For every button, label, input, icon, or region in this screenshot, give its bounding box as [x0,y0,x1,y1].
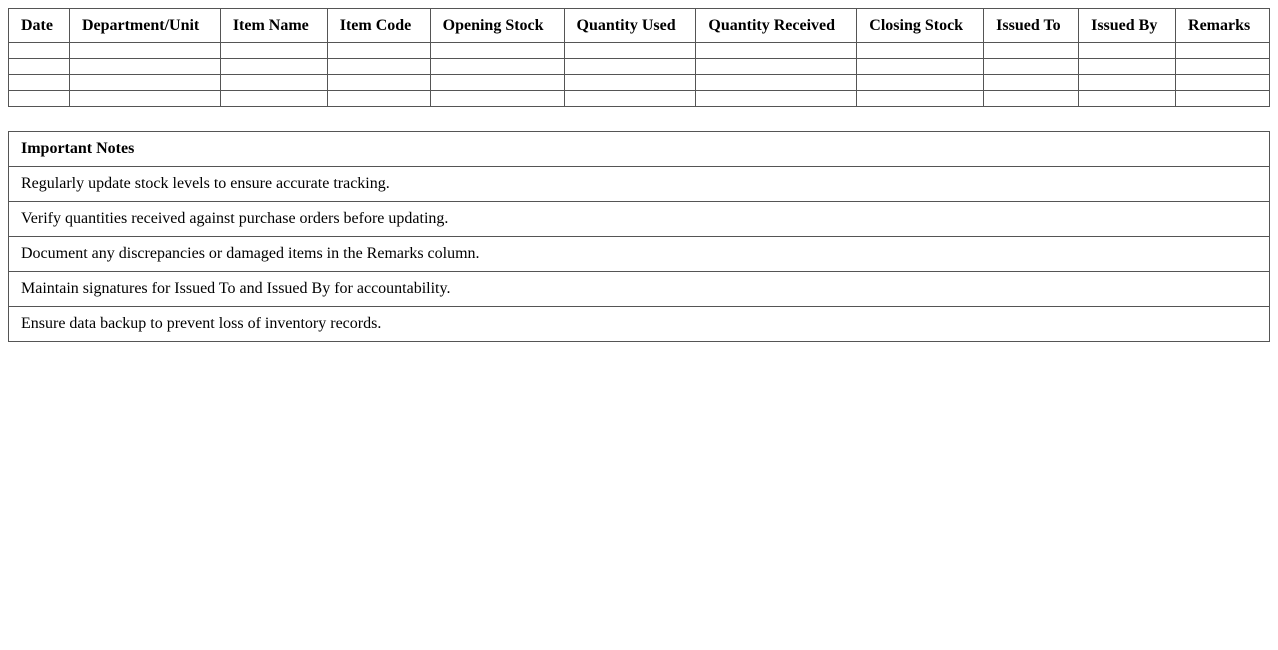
table-cell[interactable] [564,75,696,91]
table-cell[interactable] [1176,91,1270,107]
table-cell[interactable] [430,91,564,107]
table-cell[interactable] [857,59,984,75]
table-cell[interactable] [9,91,70,107]
table-cell[interactable] [220,43,327,59]
note-item: Regularly update stock levels to ensure accurate tracking. [9,167,1270,202]
column-header-date: Date [9,9,70,43]
table-row [9,75,1270,91]
column-header-issued-to: Issued To [984,9,1079,43]
notes-heading: Important Notes [9,132,1270,167]
table-cell[interactable] [857,75,984,91]
important-notes-table [8,131,1270,342]
table-cell[interactable] [564,91,696,107]
note-item: Verify quantities received against purchase orders before updating. [9,202,1270,237]
table-row [9,91,1270,107]
note-item: Ensure data backup to prevent loss of inventory records. [9,307,1270,342]
column-header-quantity-used: Quantity Used [564,9,696,43]
column-header-remarks: Remarks [1176,9,1270,43]
table-cell[interactable] [69,59,220,75]
note-row [9,272,1270,307]
table-cell[interactable] [327,91,430,107]
inventory-table [8,8,1270,107]
note-item: Maintain signatures for Issued To and Issued By for accountability. [9,272,1270,307]
table-cell[interactable] [696,43,857,59]
table-cell[interactable] [1176,59,1270,75]
table-cell[interactable] [69,91,220,107]
notes-heading-row [9,132,1270,167]
table-cell[interactable] [220,59,327,75]
column-header-department-unit: Department/Unit [69,9,220,43]
table-cell[interactable] [1079,75,1176,91]
table-cell[interactable] [696,59,857,75]
note-row [9,202,1270,237]
column-header-quantity-received: Quantity Received [696,9,857,43]
table-cell[interactable] [857,43,984,59]
table-cell[interactable] [696,75,857,91]
table-cell[interactable] [69,43,220,59]
table-cell[interactable] [564,43,696,59]
table-cell[interactable] [857,91,984,107]
note-row [9,307,1270,342]
column-header-closing-stock: Closing Stock [857,9,984,43]
table-cell[interactable] [1079,91,1176,107]
table-row [9,43,1270,59]
table-row [9,59,1270,75]
note-item: Document any discrepancies or damaged items in the Remarks column. [9,237,1270,272]
table-cell[interactable] [327,43,430,59]
table-cell[interactable] [984,91,1079,107]
table-cell[interactable] [430,43,564,59]
table-cell[interactable] [69,75,220,91]
table-cell[interactable] [1079,59,1176,75]
column-header-item-code: Item Code [327,9,430,43]
table-cell[interactable] [9,75,70,91]
table-cell[interactable] [984,59,1079,75]
table-cell[interactable] [984,43,1079,59]
note-row [9,167,1270,202]
table-header-row [9,9,1270,43]
table-cell[interactable] [220,91,327,107]
table-cell[interactable] [696,91,857,107]
table-cell[interactable] [1176,43,1270,59]
table-cell[interactable] [1079,43,1176,59]
table-cell[interactable] [327,75,430,91]
table-cell[interactable] [430,59,564,75]
column-header-issued-by: Issued By [1079,9,1176,43]
table-cell[interactable] [430,75,564,91]
table-cell[interactable] [9,59,70,75]
column-header-item-name: Item Name [220,9,327,43]
table-cell[interactable] [220,75,327,91]
table-cell[interactable] [9,43,70,59]
table-cell[interactable] [327,59,430,75]
table-cell[interactable] [1176,75,1270,91]
table-cell[interactable] [564,59,696,75]
note-row [9,237,1270,272]
column-header-opening-stock: Opening Stock [430,9,564,43]
table-cell[interactable] [984,75,1079,91]
